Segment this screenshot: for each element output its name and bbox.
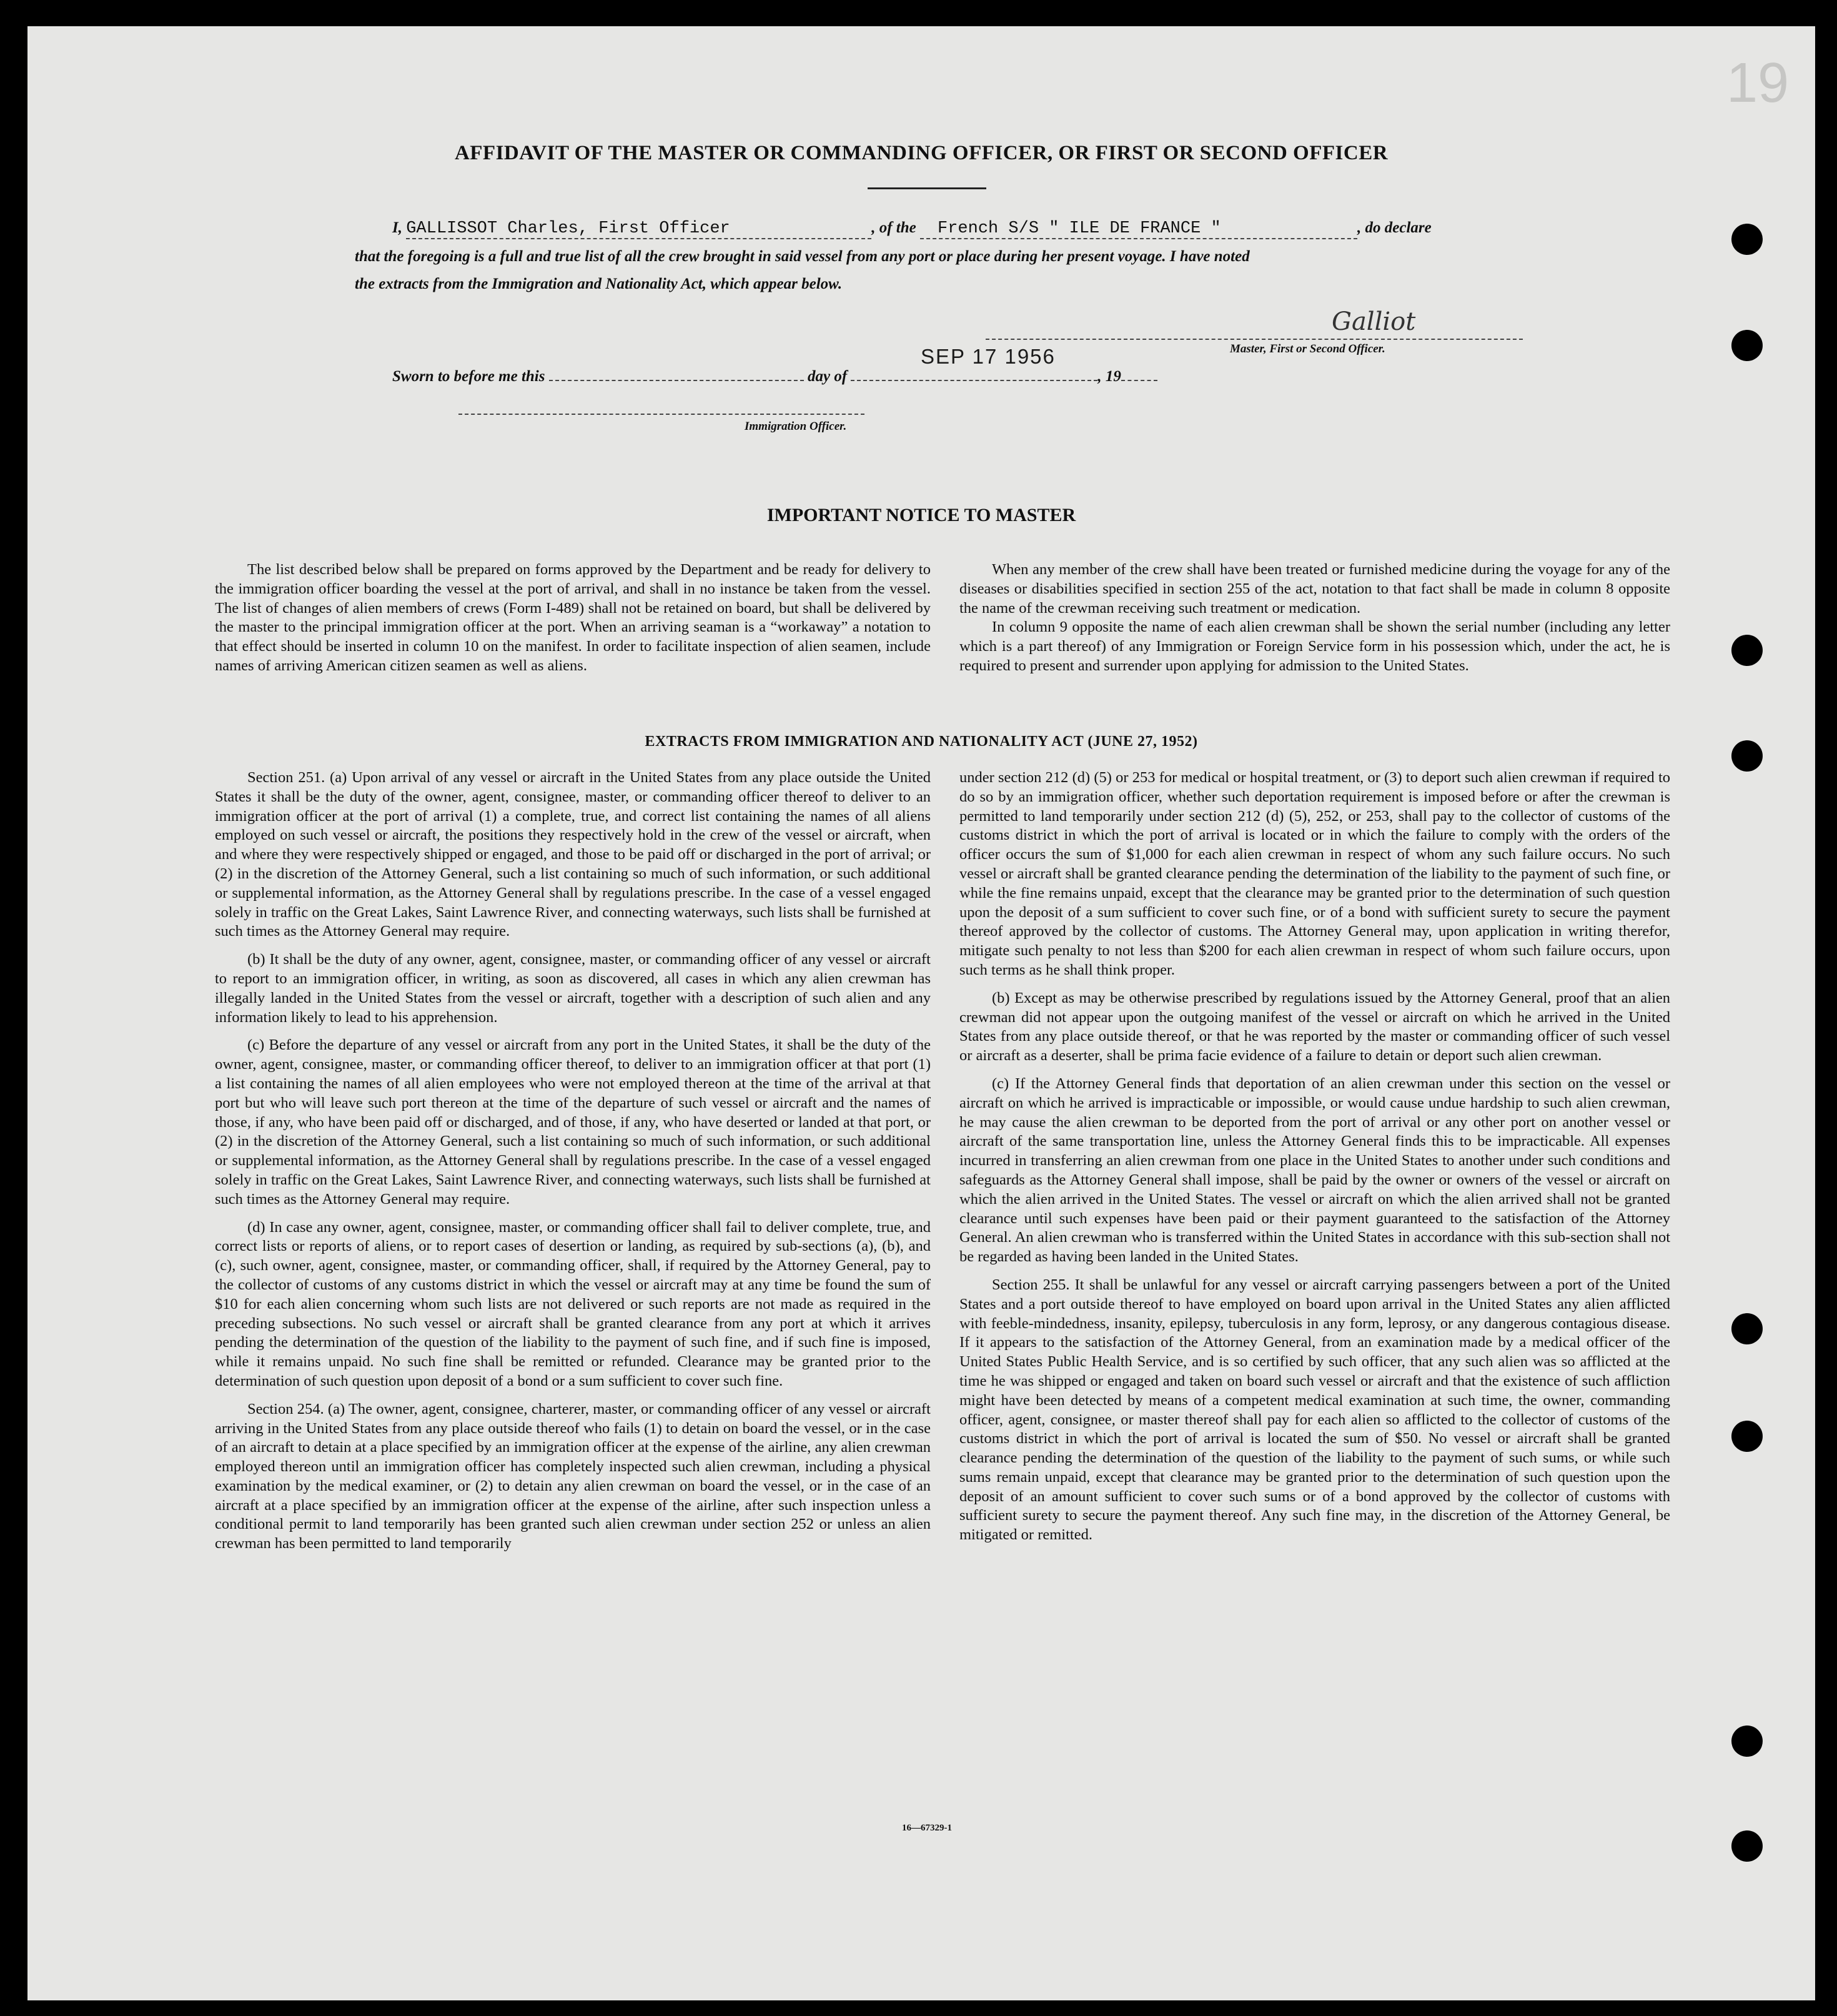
section-251-b: (b) It shall be the duty of any owner, agent, consignee, master, or commanding officer of any vessel or aircraft to report to an immigration officer, in writing, as soon as discovered, all cases in which any alien crewman has illegally landed in the United States from the vessel or aircraft, together with a description of such alien and any information likely to lead to his apprehension.	[215, 951, 931, 1026]
signature-caption: Master, First or Second Officer.	[1230, 342, 1385, 355]
binder-hole	[1731, 1421, 1763, 1452]
section-254-a-continued: under section 212 (d) (5) or 253 for medical or hospital treatment, or (3) to deport such alien crewman if required to do so by an immigration officer, whether such deportation requirement is imposed before or after the crewman is permitted to land temporarily under section 212 (d) (5), 252, or 253, shall pay to the collector of customs of the customs district in which the port of arrival is located or in which the failure to comply with the orders of the officer occurs the sum of $1,000 for each alien crewman in respect of whom any such failure occurs. No such vessel or aircraft shall be granted clearance pending the determination of the liability to the payment of such fine, or while the fine remains unpaid, except that the clearance may be granted prior to the determination of such question upon the deposit of a sum sufficient to cover such fine, or of a bond with sufficient surety to secure the payment thereof approved by the collector of customs. The Attorney General may, upon application in writing therefor, mitigate such penalty to not less than $200 for each alien crewman in respect of whom such failure occurs, upon such terms as he shall think proper.	[959, 769, 1670, 978]
sworn-year-field	[1121, 364, 1157, 381]
document-page	[27, 26, 1815, 2000]
binder-hole	[1731, 1726, 1763, 1757]
section-251-c: (c) Before the departure of any vessel or aircraft from any port in the United States, it shall be the duty of the owner, agent, consignee, master, or commanding officer thereof, to deliver to an immigration officer at that port (1) a list containing the names of all alien employees who were not employed thereon at the time of the arrival at that port but who will leave such port thereon at the time of the departure of such vessel or aircraft and the names of those, if any, who have been paid off or discharged, and of those, if any, who have deserted or landed at that port, or (2) in the discretion of the Attorney General, such a list containing so much of such information, or such additional or supplemental information, as the Attorney General shall by regulations prescribe. In the case of a vessel engaged solely in traffic on the Great Lakes, Saint Lawrence River, and connecting waterways, such lists shall be furnished at such times as the Attorney General may require.	[215, 1036, 931, 1208]
title-underline	[868, 187, 986, 189]
statute-left-column	[215, 768, 931, 1562]
notice-title: IMPORTANT NOTICE TO MASTER	[766, 505, 1076, 525]
declaration-prefix: I,	[392, 219, 402, 236]
declaration-line-3: the extracts from the Immigration and Nationality Act, which appear below.	[355, 276, 843, 292]
officer-name-field: GALLISSOT Charles, First Officer	[406, 219, 871, 239]
date-stamp: SEP 17 1956	[921, 345, 1056, 368]
section-255: Section 255. It shall be unlawful for any vessel or aircraft carrying passengers between a port of the United States and a port outside thereof to have employed on board upon arrival in the United States any alien afflicted with feeble-mindedness, insanity, epilepsy, tuberculosis in any form, leprosy, or any dangerous contagious disease. If it appears to the satisfaction of the Attorney General, from an examination made by a medical officer of the United States Public Health Service, and is so certified by such officer, that any such alien was so afflicted at the time he was shipped or engaged and taken on board such vessel or aircraft and that the existence of such affliction might have been detected by means of a competent medical examination at such time, the owner, commanding officer, agent, consignee, or master thereof shall pay for each alien so afflicted to the collector of customs of the customs district in which the port of arrival is located the sum of $50. No vessel or aircraft shall be granted clearance pending the determination of the question of the liability to the payment of such sums, or while such sums remain unpaid, except that clearance may be granted prior to the determination of such question upon the deposit of an amount sufficient to cover such sums or of a bond approved by the collector of customs with sufficient surety to secure the payment thereof. Any such fine may, in the discretion of the Attorney General, be mitigated or remitted.	[959, 1276, 1670, 1544]
statute-right-column	[959, 768, 1670, 1554]
declaration-line-2: that the foregoing is a full and true list of all the crew brought in said vessel from any port or place during her present voyage. I have noted	[355, 248, 1250, 265]
sworn-prefix: Sworn to before me this	[392, 368, 545, 385]
binder-hole	[1731, 224, 1763, 255]
section-254-a: Section 254. (a) The owner, agent, consignee, charterer, master, or commanding officer of any vessel or aircraft arriving in the United States from any place outside thereof who fails (1) to detain on board the vessel, or in the case of an aircraft to detain at a place specified by an immigration officer at the expense of the airline, any alien crewman employed thereon until an immigration officer has completely inspected such alien crewman, including a physical examination by the medical examiner, or (2) to detain any alien crewman on board the vessel, or in the case of an aircraft at a place specified by an immigration officer at the expense of the airline, after such inspection unless a conditional permit to land temporarily has been granted such alien crewman under section 252 or unless an alien crewman has been permitted to land temporarily	[215, 1400, 931, 1552]
of-the-label: , of the	[871, 219, 916, 236]
section-251-a: Section 251. (a) Upon arrival of any vessel or aircraft in the United States from any place outside the United States it shall be the duty of the owner, agent, consignee, master, or commanding officer thereof to deliver to an immigration officer at the port of arrival (1) a complete, true, and correct list containing the names of all aliens employed on such vessel or aircraft, the positions they respectively hold in the crew of the vessel or aircraft, when and where they were respectively shipped or engaged, and those to be paid off or discharged in the port of arrival; or (2) in the discretion of the Attorney General, such a list containing so much of such information, or such additional or supplemental information, as the Attorney General shall by regulations prescribe. In the case of a vessel engaged solely in traffic on the Great Lakes, Saint Lawrence River, and connecting waterways, such lists shall be furnished at such times as the Attorney General may require.	[215, 769, 931, 940]
immigration-officer-line	[458, 414, 864, 415]
officer-signature: Galliot	[1332, 307, 1416, 336]
sworn-day-field	[549, 364, 804, 381]
binder-hole	[1731, 635, 1763, 666]
vessel-name: French S/S " ILE DE FRANCE "	[938, 219, 1221, 238]
declaration-line-1	[392, 219, 1529, 239]
immigration-officer-caption: Immigration Officer.	[745, 420, 847, 433]
notice-right-paragraph-1: When any member of the crew shall have been treated or furnished medicine during the voyage for any of the diseases or disabilities specified in section 255 of the act, notation to that fact shall be made in column 8 opposite the name of the crewman receiving such treatment or medication.	[959, 561, 1670, 617]
year-label: , 19	[1097, 368, 1121, 385]
affidavit-title: AFFIDAVIT OF THE MASTER OR COMMANDING OFFICER, OR FIRST OR SECOND OFFICER	[454, 142, 1389, 164]
signature-line	[986, 339, 1523, 340]
vessel-name-field	[920, 219, 1357, 239]
do-declare-label: , do declare	[1357, 219, 1432, 236]
binder-hole	[1731, 1313, 1763, 1344]
notice-left-paragraph: The list described below shall be prepared on forms approved by the Department and be ready for delivery to the immigration officer boarding the vessel at the port of arrival, and shall in no instance be taken from the vessel. The list of changes of alien members of crews (Form I-489) shall not be retained on board, but shall be delivered by the master to the principal immigration officer at the port. When an arriving seaman is a “workaway” a notation to that effect should be inserted in column 10 on the manifest. In order to facilitate inspection of alien seamen, include names of arriving American citizen seamen as well as aliens.	[215, 561, 931, 674]
notice-right-paragraph-2: In column 9 opposite the name of each alien crewman shall be shown the serial number (including any letter which is a part thereof) of any Immigration or Foreign Service form in his possession which, under the act, he is required to present and surrender upon applying for admission to the United States.	[959, 618, 1670, 674]
binder-hole	[1731, 330, 1763, 361]
section-254-b: (b) Except as may be otherwise prescribed by regulations issued by the Attorney General, proof that an alien crewman did not appear upon the outgoing manifest of the vessel or aircraft on which he arrived in the United States from any place outside thereof, or that he was reported by the master or commanding officer of such vessel or aircraft as a deserter, shall be prima facie evidence of a failure to detain or deport such alien crewman.	[959, 989, 1670, 1065]
section-251-d: (d) In case any owner, agent, consignee, master, or commanding officer shall fail to deliver complete, true, and correct lists or reports of aliens, or to report cases of desertion or landing, as required by sub-sections (a), (b), and (c), such owner, agent, consignee, master, or commanding officer, shall, if required by the Attorney General, pay to the collector of customs of any customs district in which the vessel or aircraft may at any time be found the sum of $10 for each alien concerning whom such lists are not delivered or such reports are not made as required in the preceding subsections. No such vessel or aircraft shall be granted clearance from any port at which it arrives pending the determination of the question of the liability to the payment of such fine, and if such fine is imposed, while it remains unpaid. No such fine shall be remitted or refunded. Clearance may be granted prior to the determination of such question upon deposit of a bond or a sum sufficient to cover such fine.	[215, 1218, 931, 1389]
corner-page-number: 19	[1726, 52, 1790, 114]
notice-right-column	[959, 560, 1670, 685]
extracts-title: EXTRACTS FROM IMMIGRATION AND NATIONALITY ACT (JUNE 27, 1952)	[645, 733, 1198, 750]
notice-left-column	[215, 560, 931, 685]
day-of-label: day of	[807, 368, 848, 385]
form-number: 16—67329-1	[902, 1823, 952, 1833]
section-254-c: (c) If the Attorney General finds that deportation of an alien crewman under this section on the vessel or aircraft on which he arrived is impracticable or impossible, or would cause undue hardship to such alien crewman, he may cause the alien crewman to be deported from the port of arrival or any other port on another vessel or aircraft of the same transportation line, unless the Attorney General finds this to be impracticable. All expenses incurred in transferring an alien crewman from one place in the United States to another under such conditions and safeguards as the Attorney General shall impose, shall be paid by the owner or owners of the vessel or aircraft on which the alien arrived in the United States. The vessel or aircraft on which the alien arrived shall not be granted clearance until such expenses have been paid or their payment guaranteed to the satisfaction of the Attorney General. An alien crewman who is transferred within the United States in accordance with this sub-section shall not be regarded as having been landed in the United States.	[959, 1075, 1670, 1266]
binder-hole	[1731, 1830, 1763, 1862]
